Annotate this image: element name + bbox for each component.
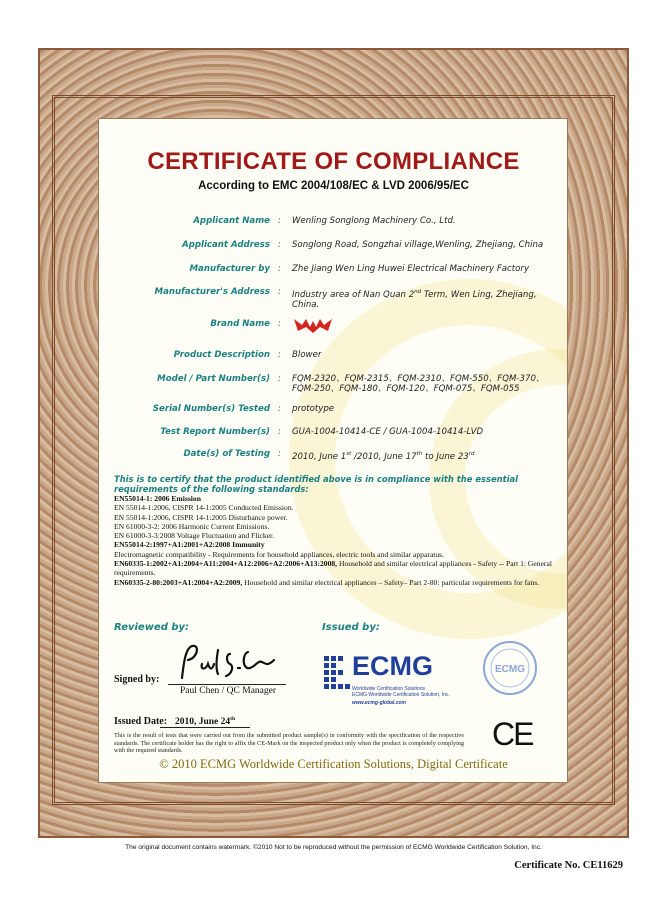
ecmg-seal-icon bbox=[482, 640, 538, 696]
certify-statement: This is to certify that the product identified above is in compliance with the essential requirements of the following standards: bbox=[114, 474, 519, 494]
field-label: Manufacturer's Address bbox=[154, 287, 270, 297]
field-label: Date(s) of Testing bbox=[183, 449, 270, 459]
field-value: GUA-1004-10414-CE / GUA-1004-10414-LVD bbox=[292, 427, 484, 437]
field-colon: : bbox=[278, 319, 281, 329]
disclaimer-text: This is the result of tests that were carried out from the submitted product sample(s) in conformity with the specification of the respective standards. The certificate holder has the right to affix the CE-Mark on the inspected product only when the product is completely complying with the required standards. bbox=[114, 732, 464, 755]
field-value: 2010, June 1st /2010, June 17th to June 23rd bbox=[292, 451, 475, 462]
ecmg-tagline: Worldwide Certification Solutions ECMG Worldwide Certification Solution, Inc. bbox=[352, 686, 450, 698]
issued-date-value: 2010, June 24th bbox=[160, 716, 250, 728]
standard-item: EN 61000-3-3:2008 Voltage Fluctuation and Flicker. bbox=[114, 531, 275, 541]
field-value: Songlong Road, Songzhai village,Wenling, Zhejiang, China bbox=[292, 240, 544, 250]
seal-text: ECMG bbox=[495, 664, 525, 675]
standard-lvd-1: EN60335-1:2002+A1:2004+A11:2004+A12:2006+A2:2006+A13:2008, Household and similar electrical appliances - Safety -- Part 1: General requirements. bbox=[114, 559, 552, 578]
certificate-subtitle: According to EMC 2004/108/EC & LVD 2006/95/EC bbox=[198, 180, 469, 192]
field-value: Zhe Jiang Wen Ling Huwei Electrical Machinery Factory bbox=[292, 264, 530, 274]
certificate-number: Certificate No. CE11629 bbox=[514, 860, 623, 871]
issued-date-label: Issued Date: bbox=[114, 716, 168, 727]
field-label: Applicant Name bbox=[193, 216, 270, 226]
field-label: Model / Part Number(s) bbox=[157, 374, 270, 384]
ce-mark: CE bbox=[492, 716, 533, 752]
field-colon: : bbox=[278, 216, 281, 226]
field-colon: : bbox=[278, 350, 281, 360]
issued-by-label: Issued by: bbox=[322, 622, 380, 633]
field-colon: : bbox=[278, 404, 281, 414]
field-value: Wenling Songlong Machinery Co., Ltd. bbox=[292, 216, 456, 226]
standard-item: EN 61000-3-2: 2006 Harmonic Current Emissions. bbox=[114, 521, 270, 531]
signed-by-label: Signed by: bbox=[114, 674, 160, 685]
standard-item: EN55014-2:1997+A1:2001+A2:2008 Immunity bbox=[114, 540, 265, 550]
standards-list bbox=[114, 494, 554, 587]
field-label: Serial Number(s) Tested bbox=[152, 404, 270, 414]
field-label: Brand Name bbox=[210, 319, 270, 329]
standard-item: EN55014-1: 2006 Emission bbox=[114, 494, 201, 503]
field-value: FQM-2320、FQM-2315、FQM-2310、FQM-550、FQM-370、FQM-250、FQM-180、FQM-120、FQM-075、FQM-055 bbox=[292, 374, 545, 394]
standard-item: EN 55014-1:2006, CISPR 14-1:2005 Conducted Emission. bbox=[114, 503, 294, 513]
copyright-line: © 2010 ECMG Worldwide Certification Solutions, Digital Certificate bbox=[159, 757, 508, 771]
ecmg-wordmark: ECMG bbox=[352, 651, 433, 681]
reviewed-by-label: Reviewed by: bbox=[114, 622, 190, 633]
field-label: Test Report Number(s) bbox=[160, 427, 270, 437]
signature-image bbox=[172, 640, 282, 684]
field-label: Product Description bbox=[173, 350, 270, 360]
field-colon: : bbox=[278, 427, 281, 437]
signature-line bbox=[168, 684, 286, 685]
field-colon: : bbox=[278, 264, 281, 274]
field-colon: : bbox=[278, 449, 281, 459]
field-value: Blower bbox=[292, 350, 322, 360]
field-value: prototype bbox=[292, 404, 335, 414]
standard-lvd-2: EN60335-2-80:2003+A1:2004+A2:2009, Household and similar electrical appliances – Safety– Part 2-80: particular requirements for fans. bbox=[114, 577, 540, 587]
field-colon: : bbox=[278, 287, 281, 297]
standard-item: Electromagnetic compatibility - Requirements for household appliances, electric tools and similar apparatus. bbox=[114, 549, 445, 559]
field-colon: : bbox=[278, 240, 281, 250]
footnote: The original document contains watermark. ©2010 Not to be reproduced without the permission of ECMG Worldwide Certification Solution, Inc. bbox=[125, 844, 542, 851]
field-label: Applicant Address bbox=[182, 240, 270, 250]
field-label: Manufacturer by bbox=[189, 264, 270, 274]
signer-name: Paul Chen / QC Manager bbox=[179, 686, 277, 696]
certificate-title: CERTIFICATE OF COMPLIANCE bbox=[147, 148, 520, 175]
brand-logo bbox=[292, 315, 564, 338]
standard-item: EN 55014-1:2006, CISPR 14-1:2005 Disturbance power. bbox=[114, 512, 288, 522]
field-value: Industry area of Nan Quan 2nd Term, Wen Ling, Zhejiang, China. bbox=[292, 289, 537, 310]
field-colon: : bbox=[278, 374, 281, 384]
ecmg-url: www.ecmg-global.com bbox=[352, 700, 406, 706]
